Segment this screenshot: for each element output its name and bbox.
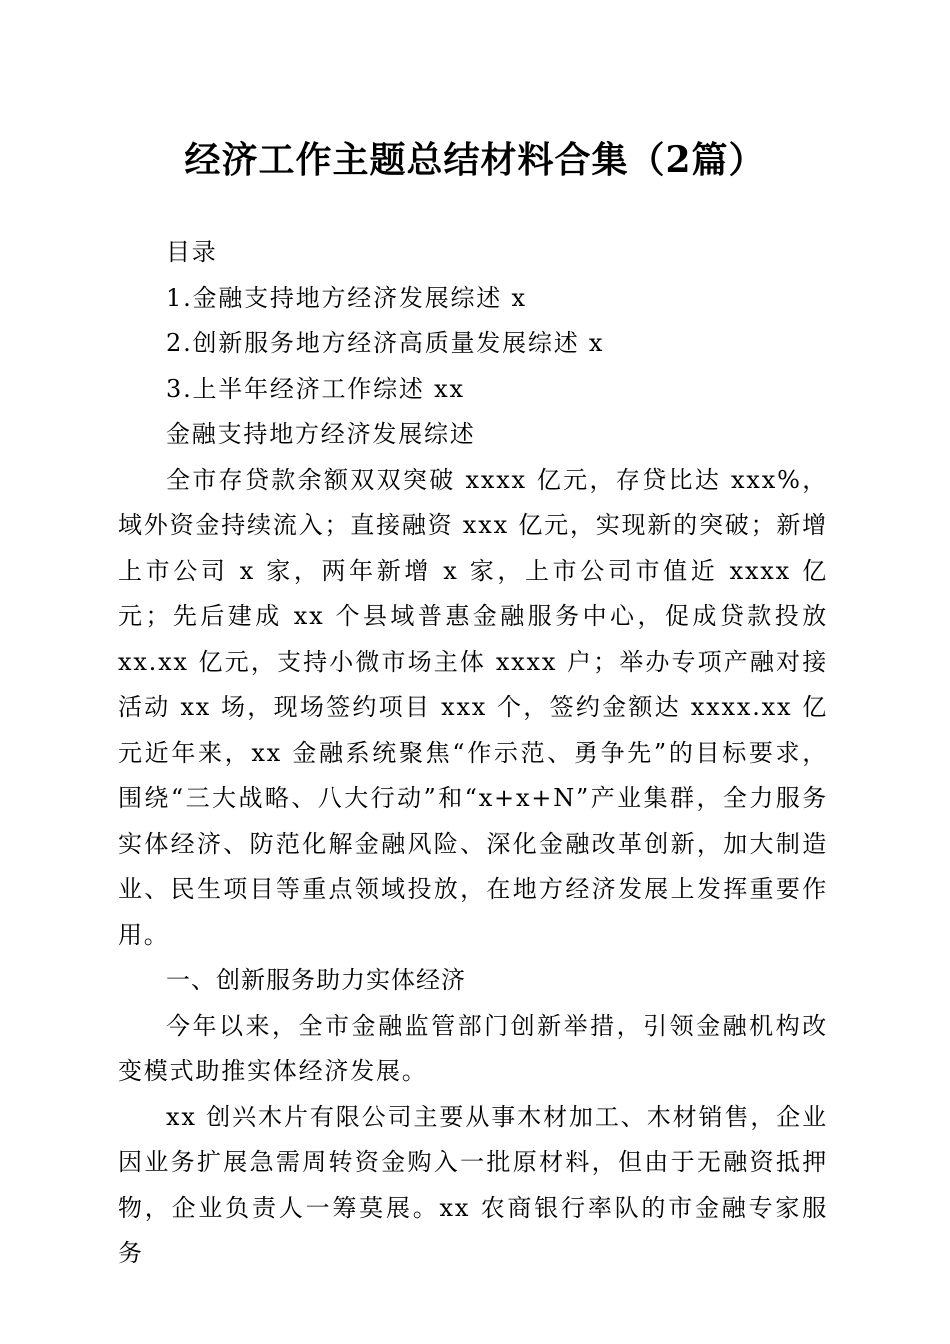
toc-item: 2.创新服务地方经济高质量发展综述 x xyxy=(166,329,605,357)
document-title: 经济工作主题总结材料合集（2篇） xyxy=(184,139,766,181)
toc-item: 3.上半年经济工作综述 xx xyxy=(166,374,465,403)
paragraph: 今年以来，全市金融监管部门创新举措，引领金融机构改变模式助推实体经济发展。 xyxy=(118,1011,828,1085)
document-body xyxy=(118,230,828,1277)
toc-item: 1.金融支持地方经济发展综述 x xyxy=(166,283,527,312)
paragraph: xx 创兴木片有限公司主要从事木材加工、木材销售，企业因业务扩展急需周转资金购入一批原材料，但由于无融资抵押物，企业负责人一筹莫展。xx 农商银行率队的市金融专家服务 xyxy=(118,1102,828,1267)
toc-heading: 目录 xyxy=(166,238,218,266)
section-heading: 一、创新服务助力实体经济 xyxy=(166,966,466,994)
article-title: 金融支持地方经济发展综述 xyxy=(166,420,476,448)
paragraph: 全市存贷款余额双双突破 xxxx 亿元，存贷比达 xxx%，域外资金持续流入；直接融资 xxx 亿元，实现新的突破；新增上市公司 x 家，两年新增 x 家，上市公司市值近 xxxx 亿元；先后建成 xx 个县域普惠金融服务中心，促成贷款投放 xx.xx 亿元，支持小微市场主体 xxxx 户；举办专项产融对接活动 xx 场，现场签约项目 xxx 个，签约金额达 xxxx.xx 亿元近年来，xx 金融系统聚焦“作示范、勇争先”的目标要求，围绕“三大战略、八大行动”和“x+x+N”产业集群，全力服务实体经济、防范化解金融风险、深化金融改革创新，加大制造业、民生项目等重点领域投放，在地方经济发展上发挥重要作用。 xyxy=(118,465,828,949)
